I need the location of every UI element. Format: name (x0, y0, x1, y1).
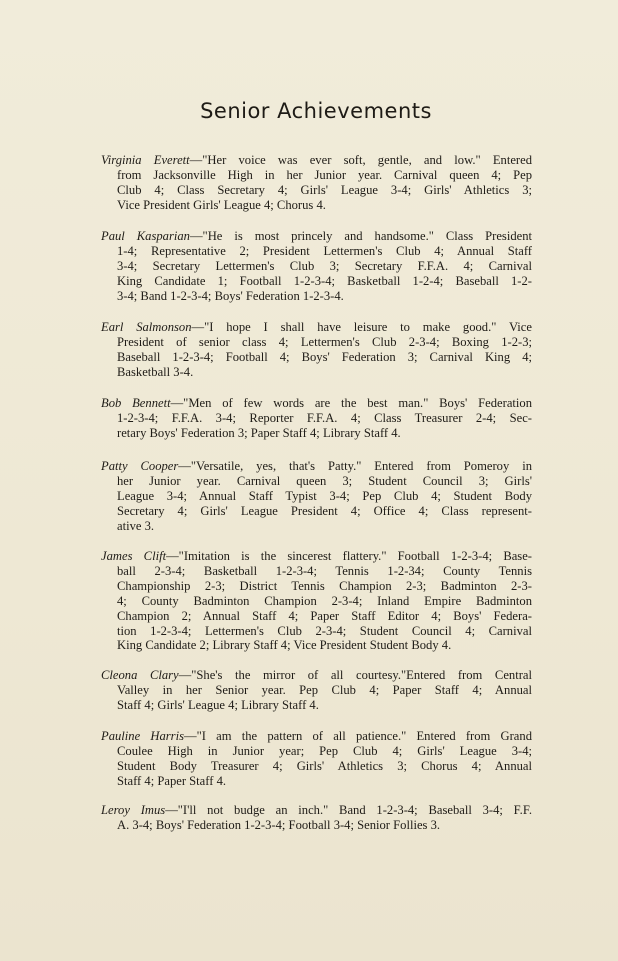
entry-line: Basketball 3-4. (117, 364, 194, 379)
entry-line (101, 729, 532, 744)
entry-line: Staff 4; Girls' League 4; Library Staff 4. (117, 697, 319, 712)
entry-line: Champion 2; Annual Staff 4; Paper Staff Editor 4; Boys' Federa- (117, 608, 532, 623)
entry-line: tion 1-2-3-4; Lettermen's Club 2-3-4; Student Council 4; Carnival (117, 623, 532, 638)
student-name: Leroy Imus (101, 803, 166, 817)
entry-line (101, 320, 532, 335)
entry-line: King Candidate 1; Football 1-2-3-4; Basketball 1-2-4; Baseball 1-2- (117, 273, 532, 288)
entry-line: Staff 4; Paper Staff 4. (117, 773, 227, 788)
entry-patty-cooper (101, 459, 532, 534)
entry-text: —"Imitation is the sincerest flattery." Football 1-2-3-4; Base- (166, 549, 532, 563)
entry-line (101, 668, 532, 683)
entry-line: Secretary 4; Girls' League President 4; Office 4; Class represent- (117, 503, 532, 518)
entry-line: ative 3. (117, 518, 155, 533)
student-name: Virginia Everett (101, 153, 190, 167)
entry-line: Valley in her Senior year. Pep Club 4; Paper Staff 4; Annual (117, 682, 532, 697)
entry-text: —"I hope I shall have leisure to make good." Vice (191, 320, 532, 334)
entry-line: ball 2-3-4; Basketball 1-2-3-4; Tennis 1-2-34; County Tennis (117, 563, 532, 578)
entry-text: —"I am the pattern of all patience." Entered from Grand (183, 729, 532, 743)
entry-pauline-harris (101, 729, 532, 789)
entry-line: 3-4; Band 1-2-3-4; Boys' Federation 1-2-3-4. (117, 288, 344, 303)
entry-cleona-clary (101, 668, 532, 713)
entry-text: —"I'll not budge an inch." Band 1-2-3-4; Baseball 3-4; F.F. (165, 803, 532, 817)
entry-james-clift (101, 549, 532, 653)
entry-line: A. 3-4; Boys' Federation 1-2-3-4; Football 3-4; Senior Follies 3. (117, 817, 441, 832)
entry-line: Baseball 1-2-3-4; Football 4; Boys' Federation 3; Carnival King 4; (117, 349, 532, 364)
entry-line: Club 4; Class Secretary 4; Girls' League 3-4; Girls' Athletics 3; (117, 182, 532, 197)
student-name: Patty Cooper (101, 459, 179, 473)
student-name: Paul Kasparian (101, 229, 190, 243)
entry-line: League 3-4; Annual Staff Typist 3-4; Pep Club 4; Student Body (117, 488, 532, 503)
student-name: Pauline Harris (101, 729, 184, 743)
entry-line: retary Boys' Federation 3; Paper Staff 4; Library Staff 4. (117, 425, 401, 440)
entry-earl-salmonson (101, 320, 532, 380)
entry-line: Championship 2-3; District Tennis Champion 2-3; Badminton 2-3- (117, 578, 532, 593)
entry-line: Student Body Treasurer 4; Girls' Athletics 3; Chorus 4; Annual (117, 758, 532, 773)
entry-text: —"Her voice was ever soft, gentle, and low." Entered (189, 153, 532, 167)
entry-line (101, 396, 532, 411)
entry-line: Vice President Girls' League 4; Chorus 4. (117, 197, 326, 212)
entry-line: 1-4; Representative 2; President Lettermen's Club 4; Annual Staff (117, 243, 532, 258)
entry-bob-bennett (101, 396, 532, 441)
entry-line: her Junior year. Carnival queen 3; Student Council 3; Girls' (117, 473, 532, 488)
entry-virginia-everett (101, 153, 532, 213)
entry-line: 1-2-3-4; F.F.A. 3-4; Reporter F.F.A. 4; Class Treasurer 2-4; Sec- (117, 410, 532, 425)
entry-line: 3-4; Secretary Lettermen's Club 3; Secretary F.F.A. 4; Carnival (117, 258, 532, 273)
entry-text: —"She's the mirror of all courtesy."Entered from Central (178, 668, 532, 682)
entry-text: —"Versatile, yes, that's Patty." Entered from Pomeroy in (178, 459, 532, 473)
entry-line (101, 803, 532, 818)
entry-text: —"Men of few words are the best man." Boys' Federation (170, 396, 532, 410)
student-name: James Clift (101, 549, 167, 563)
entry-text: —"He is most princely and handsome." Class President (189, 229, 533, 243)
entry-line: Coulee High in Junior year; Pep Club 4; Girls' League 3-4; (117, 743, 532, 758)
student-name: Cleona Clary (101, 668, 179, 682)
entry-line (101, 229, 532, 244)
entry-line (101, 153, 532, 168)
entry-line (101, 549, 532, 564)
entry-leroy-imus (101, 803, 532, 833)
entry-line: 4; County Badminton Champion 2-3-4; Inland Empire Badminton (117, 593, 532, 608)
entry-line: President of senior class 4; Lettermen's Club 2-3-4; Boxing 1-2-3; (117, 334, 532, 349)
student-name: Bob Bennett (101, 396, 171, 410)
page-title: Senior Achievements (200, 99, 432, 123)
student-name: Earl Salmonson (101, 320, 192, 334)
entry-line (101, 459, 532, 474)
entry-line: from Jacksonville High in her Junior year. Carnival queen 4; Pep (117, 167, 532, 182)
entry-paul-kasparian (101, 229, 532, 304)
entry-line: King Candidate 2; Library Staff 4; Vice President Student Body 4. (117, 638, 452, 653)
